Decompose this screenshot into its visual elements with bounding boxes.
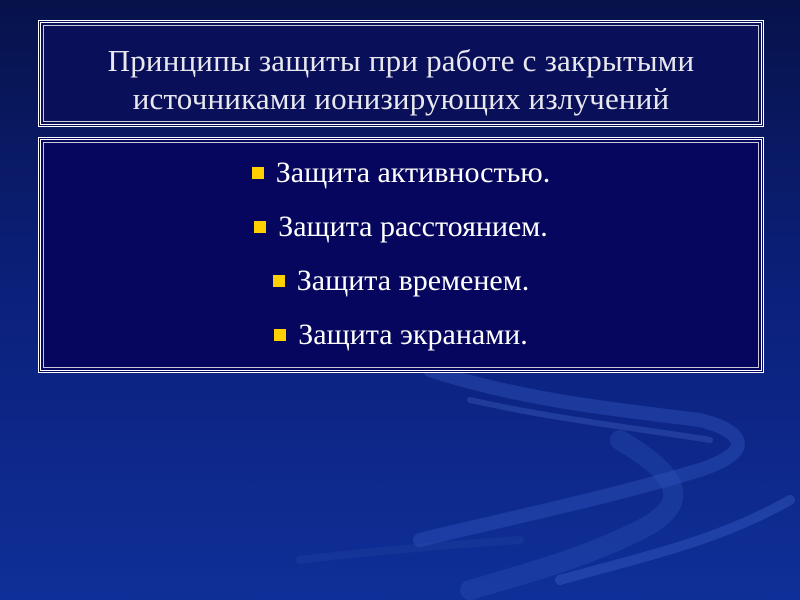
slide-title-line-1: Принципы защиты при работе с закрытыми [107, 43, 695, 78]
bullet-text: Защита временем. [296, 264, 530, 297]
yellow-square-bullet-icon [254, 221, 266, 233]
bullet-item [41, 202, 761, 256]
slide-title-box [38, 20, 764, 127]
bullet-list [41, 148, 761, 364]
yellow-square-bullet-icon [252, 167, 264, 179]
slide-title [41, 42, 761, 118]
yellow-square-bullet-icon [274, 329, 286, 341]
slide-content-box [38, 137, 764, 373]
bullet-item [41, 310, 761, 364]
yellow-square-bullet-icon [273, 275, 285, 287]
bullet-text: Защита расстоянием. [278, 210, 548, 243]
bullet-text: Защита активностью. [275, 156, 551, 189]
bullet-text: Защита экранами. [298, 318, 528, 351]
slide-title-line-2: источниками ионизирующих излучений [132, 81, 670, 116]
bullet-item [41, 256, 761, 310]
bullet-item [41, 148, 761, 202]
